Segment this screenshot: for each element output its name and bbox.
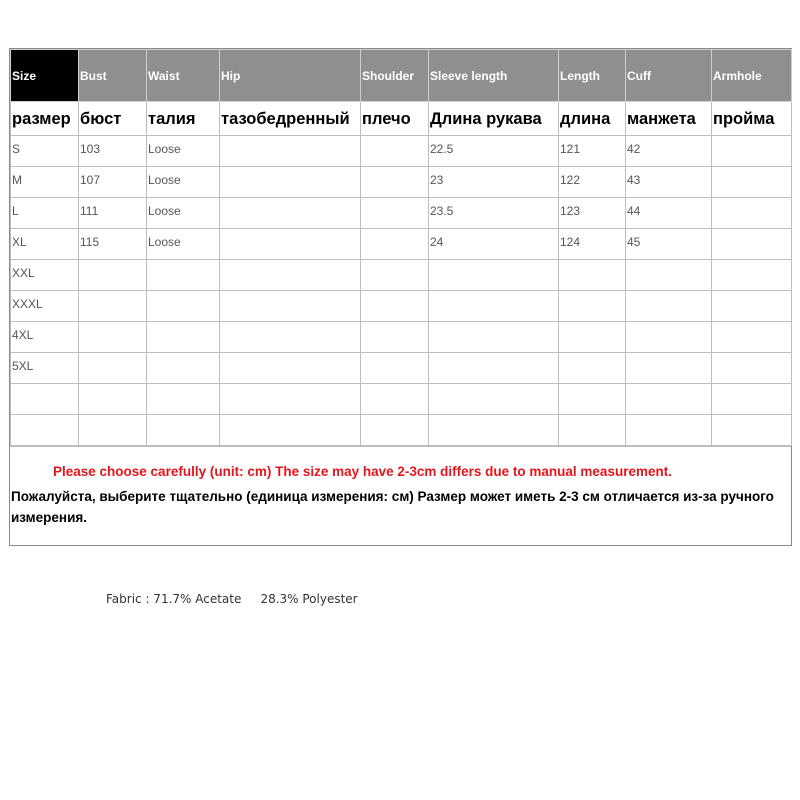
table-cell: Armhole bbox=[712, 50, 792, 102]
table-cell bbox=[79, 260, 147, 291]
table-cell: 23 bbox=[429, 167, 559, 198]
table-cell bbox=[79, 353, 147, 384]
table-cell bbox=[361, 260, 429, 291]
table-cell bbox=[361, 322, 429, 353]
header-row-english bbox=[11, 50, 792, 102]
table-cell: Cuff bbox=[626, 50, 712, 102]
table-cell bbox=[79, 291, 147, 322]
table-cell: 43 bbox=[626, 167, 712, 198]
table-cell: Size bbox=[11, 50, 79, 102]
table-cell: Loose bbox=[147, 198, 220, 229]
table-cell bbox=[147, 260, 220, 291]
table-cell: Loose bbox=[147, 167, 220, 198]
table-cell bbox=[361, 167, 429, 198]
fabric-composition: Fabric : 71.7% Acetate 28.3% Polyester bbox=[106, 592, 358, 606]
table-cell bbox=[220, 415, 361, 446]
table-cell bbox=[79, 415, 147, 446]
table-cell bbox=[626, 384, 712, 415]
table-row bbox=[11, 291, 792, 322]
table-cell: 24 bbox=[429, 229, 559, 260]
table-cell bbox=[361, 415, 429, 446]
table-row bbox=[11, 198, 792, 229]
table-cell: Waist bbox=[147, 50, 220, 102]
table-cell bbox=[429, 291, 559, 322]
table-row bbox=[11, 415, 792, 446]
table-cell: манжета bbox=[626, 102, 712, 136]
table-cell bbox=[361, 136, 429, 167]
size-table bbox=[10, 49, 792, 446]
note-russian: Пожалуйста, выберите тщательно (единица измерения: см) Размер может иметь 2-3 см отличается из-за ручного измерения. bbox=[11, 489, 774, 525]
table-cell bbox=[361, 291, 429, 322]
table-cell bbox=[559, 415, 626, 446]
table-cell: 111 bbox=[79, 198, 147, 229]
table-cell bbox=[712, 415, 792, 446]
table-cell bbox=[559, 353, 626, 384]
table-cell bbox=[626, 322, 712, 353]
table-cell bbox=[220, 167, 361, 198]
table-cell: L bbox=[11, 198, 79, 229]
table-cell bbox=[220, 136, 361, 167]
table-cell bbox=[147, 353, 220, 384]
table-cell bbox=[712, 167, 792, 198]
table-cell bbox=[361, 384, 429, 415]
table-cell: 22.5 bbox=[429, 136, 559, 167]
table-row bbox=[11, 167, 792, 198]
table-cell: 5XL bbox=[11, 353, 79, 384]
table-cell: 107 bbox=[79, 167, 147, 198]
table-row bbox=[11, 229, 792, 260]
table-cell bbox=[712, 229, 792, 260]
table-cell bbox=[712, 353, 792, 384]
table-cell: пройма bbox=[712, 102, 792, 136]
table-cell: размер bbox=[11, 102, 79, 136]
table-row bbox=[11, 322, 792, 353]
table-cell bbox=[79, 322, 147, 353]
table-cell: 45 bbox=[626, 229, 712, 260]
table-cell: 122 bbox=[559, 167, 626, 198]
table-cell bbox=[361, 353, 429, 384]
table-cell: XXL bbox=[11, 260, 79, 291]
table-cell: Length bbox=[559, 50, 626, 102]
table-cell bbox=[11, 384, 79, 415]
table-cell bbox=[559, 260, 626, 291]
table-cell: тазобедренный bbox=[220, 102, 361, 136]
measurement-note bbox=[10, 446, 791, 545]
table-cell bbox=[429, 260, 559, 291]
table-cell bbox=[361, 198, 429, 229]
table-cell bbox=[712, 291, 792, 322]
table-cell bbox=[712, 260, 792, 291]
table-cell bbox=[559, 322, 626, 353]
table-cell: Shoulder bbox=[361, 50, 429, 102]
table-cell bbox=[147, 415, 220, 446]
table-cell: Loose bbox=[147, 229, 220, 260]
table-cell bbox=[712, 198, 792, 229]
table-cell: 23.5 bbox=[429, 198, 559, 229]
table-cell: 124 bbox=[559, 229, 626, 260]
table-cell bbox=[712, 322, 792, 353]
table-cell bbox=[220, 229, 361, 260]
table-cell bbox=[712, 136, 792, 167]
table-row bbox=[11, 353, 792, 384]
table-cell bbox=[559, 291, 626, 322]
table-cell: 44 bbox=[626, 198, 712, 229]
table-cell bbox=[220, 198, 361, 229]
table-cell: Длина рукава bbox=[429, 102, 559, 136]
table-cell bbox=[220, 353, 361, 384]
table-cell: 42 bbox=[626, 136, 712, 167]
table-cell bbox=[361, 229, 429, 260]
table-cell: 123 bbox=[559, 198, 626, 229]
table-cell: 4XL bbox=[11, 322, 79, 353]
table-cell: S bbox=[11, 136, 79, 167]
table-cell bbox=[626, 260, 712, 291]
table-cell bbox=[11, 415, 79, 446]
size-table-body bbox=[11, 50, 792, 446]
table-cell: бюст bbox=[79, 102, 147, 136]
table-cell bbox=[429, 322, 559, 353]
size-chart bbox=[9, 48, 792, 546]
table-cell bbox=[626, 291, 712, 322]
table-cell bbox=[626, 353, 712, 384]
table-cell: XXXL bbox=[11, 291, 79, 322]
table-cell: 115 bbox=[79, 229, 147, 260]
table-cell: M bbox=[11, 167, 79, 198]
table-cell: плечо bbox=[361, 102, 429, 136]
table-row bbox=[11, 260, 792, 291]
table-cell: XL bbox=[11, 229, 79, 260]
table-cell bbox=[429, 353, 559, 384]
table-cell bbox=[626, 415, 712, 446]
table-cell bbox=[147, 322, 220, 353]
table-cell bbox=[220, 260, 361, 291]
header-row-russian bbox=[11, 102, 792, 136]
table-cell: талия bbox=[147, 102, 220, 136]
note-english: Please choose carefully (unit: cm) The size may have 2-3cm differs due to manual measurement. bbox=[53, 464, 672, 479]
table-cell: Hip bbox=[220, 50, 361, 102]
table-cell bbox=[79, 384, 147, 415]
table-cell: Loose bbox=[147, 136, 220, 167]
table-cell: 121 bbox=[559, 136, 626, 167]
table-cell: 103 bbox=[79, 136, 147, 167]
table-cell bbox=[429, 415, 559, 446]
table-cell: Sleeve length bbox=[429, 50, 559, 102]
table-row bbox=[11, 384, 792, 415]
table-row bbox=[11, 136, 792, 167]
table-cell bbox=[559, 384, 626, 415]
table-cell: Bust bbox=[79, 50, 147, 102]
table-cell bbox=[220, 384, 361, 415]
table-cell bbox=[712, 384, 792, 415]
table-cell bbox=[220, 322, 361, 353]
table-cell: длина bbox=[559, 102, 626, 136]
table-cell bbox=[147, 291, 220, 322]
table-cell bbox=[429, 384, 559, 415]
table-cell bbox=[220, 291, 361, 322]
table-cell bbox=[147, 384, 220, 415]
